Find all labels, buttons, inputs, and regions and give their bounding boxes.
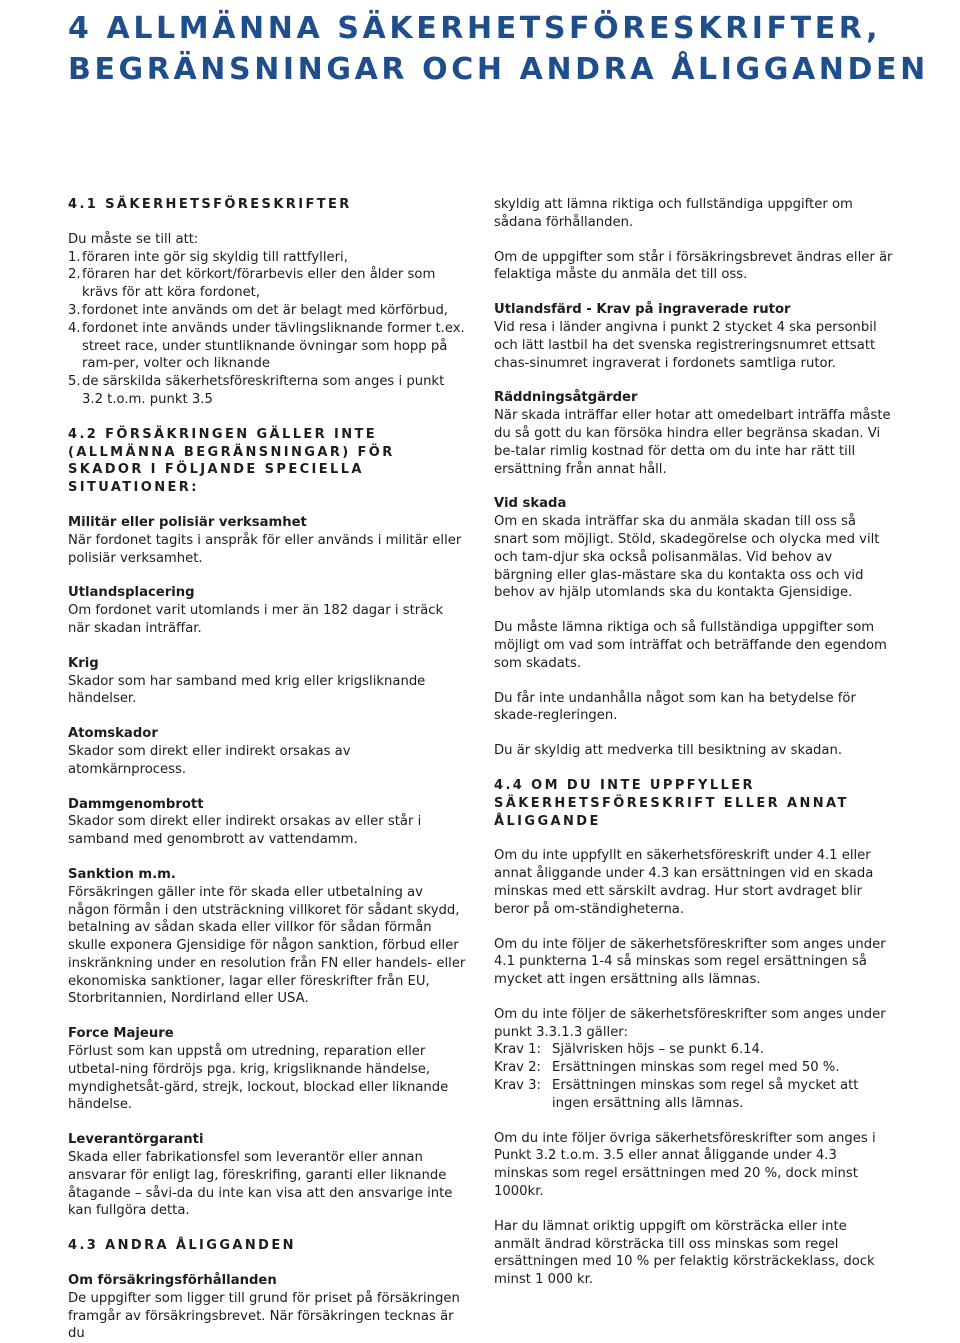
left-column (68, 196, 468, 1343)
consequence-paragraph: Om du inte följer de säkerhetsföreskrifter som anges under 4.1 punkterna 1-4 så minskas som regel ersättningen så mycket att ingen ersättning alls lämnas. (494, 936, 886, 988)
list-item: 3. fordonet inte används om det är belagt med körförbud, (68, 302, 449, 318)
page-title-line1: 4 ALLMÄNNA SÄKERHETSFÖRESKRIFTER, (68, 11, 882, 46)
exclusion-heading: Force Majeure (68, 1026, 174, 1042)
krav-list (494, 1041, 894, 1112)
obligation-text: De uppgifter som ligger till grund för priset på försäkringen framgår av försäkringsbrevet. När försäkringen tecknas är du (68, 1290, 460, 1342)
exclusion-heading: Militär eller polisiär verksamhet (68, 514, 307, 530)
exclusion-text: Skador som direkt eller indirekt orsakas av atomkärnprocess. (68, 743, 351, 777)
exclusion-block (68, 866, 468, 1008)
krav-row: Krav 1: Självrisken höjs – se punkt 6.14. (494, 1042, 765, 1058)
exclusion-text: Skador som har samband med krig eller krigsliknande händelser. (68, 673, 426, 707)
section-4-4-heading: 4.4 OM DU INTE UPPFYLLER SÄKERHETSFÖRESKRIFT ELLER ANNAT ÅLIGGANDE (494, 777, 849, 829)
obligation-text: När skada inträffar eller hotar att omedelbart inträffa måste du så gott du kan försöka hindra eller begränsa skadan. Vi be-talar rimlig kostnad för detta om du inte har rätt till ersättning från annat håll. (494, 408, 891, 477)
obligation-paragraph: Du är skyldig att medverka till besiktning av skadan. (494, 743, 843, 759)
obligation-heading: Vid skada (494, 496, 567, 512)
page-title-line2: BEGRÄNSNINGAR OCH ANDRA ÅLIGGANDEN (68, 52, 929, 87)
exclusion-heading: Sanktion m.m. (68, 866, 176, 882)
section-4-3-heading: 4.3 ANDRA ÅLIGGANDEN (68, 1238, 296, 1254)
exclusion-text: Skada eller fabrikationsfel som leverantör eller annan ansvarar för enligt lag, föreskrifing, garanti eller liknande åtagande – såvi-da du inte kan visa att den ansvarige inte kan fullgöra detta. (68, 1150, 453, 1219)
exclusion-text: Försäkringen gäller inte för skada eller utbetalning av någon förmån i den utsträckning villkoret för sådant skydd, betalning av sådan skada eller villkor för sådan förmån skulle exponera Gjensidige för någon sanktion, förbud eller inskränkning under en resolution från FN eller handels- eller ekonomiska sanktioner, lagar eller föreskrifter från EU, Storbritannien, Nordirland eller USA. (68, 884, 466, 1007)
exclusion-heading: Atomskador (68, 726, 158, 742)
list-item: 1. föraren inte gör sig skyldig till rattfylleri, (68, 249, 348, 265)
obligation-paragraph: Du måste lämna riktiga och så fullständiga uppgifter som möjligt om vad som inträffat och beträffande den egendom som skadats. (494, 620, 887, 671)
obligation-block (494, 495, 894, 602)
obligation-paragraph: Om de uppgifter som står i försäkringsbrevet ändras eller är felaktiga måste du anmäla det till oss. (494, 249, 893, 283)
consequence-paragraph: Om du inte följer de säkerhetsföreskrifter som anges under punkt 3.3.1.3 gäller: (494, 1006, 886, 1040)
consequence-paragraph: Om du inte följer övriga säkerhetsföreskrifter som anges i Punkt 3.2 t.o.m. 3.5 eller annat åliggande under 4.3 minskas som regel ersättningen med 20 %, dock minst 1000kr. (494, 1130, 876, 1200)
safety-rules-list (68, 249, 468, 409)
exclusion-text: När fordonet tagits i anspråk för eller används i militär eller polisiär verksamhet. (68, 532, 462, 566)
exclusion-block (68, 1025, 468, 1114)
obligation-text: Vid resa i länder angivna i punkt 2 stycket 4 ska personbil och lätt lastbil ha det svenska registreringsnumret ettsatt chas-sinumret ingraverat i fordonets samtliga rutor. (494, 319, 877, 371)
exclusion-block (68, 655, 468, 708)
list-item: 2. föraren har det körkort/förarbevis eller den ålder som krävs för att köra fordonet, (68, 267, 436, 301)
obligation-block (494, 389, 894, 478)
obligation-heading: Om försäkringsförhållanden (68, 1273, 277, 1289)
page-title (68, 8, 948, 90)
section-4-1-heading: 4.1 SÄKERHETSFÖRESKRIFTER (68, 197, 352, 212)
list-item: 5. de särskilda säkerhetsföreskrifterna som anges i punkt 3.2 t.o.m. punkt 3.5 (68, 374, 445, 407)
obligation-continued: skyldig att lämna riktiga och fullständiga uppgifter om sådana förhållanden. (494, 197, 853, 230)
obligation-text: Om en skada inträffar ska du anmäla skadan till oss så snart som möjligt. Stöld, skadegörelse och olycka med vilt och tam-djur ska också polisanmälas. Vid behov av bärgning eller glas-mästare ska du kontakta oss och vid behov av hjälp utomlands ska du kontakta Gjensidige. (494, 514, 880, 601)
exclusion-block (68, 514, 468, 567)
obligation-heading: Utlandsfärd - Krav på ingraverade rutor (494, 302, 791, 318)
obligation-heading: Räddningsåtgärder (494, 390, 638, 406)
exclusion-text: Om fordonet varit utomlands i mer än 182 dagar i sträck när skadan inträffar. (68, 603, 444, 636)
exclusion-heading: Leverantörgaranti (68, 1132, 204, 1148)
exclusion-block (68, 584, 468, 637)
obligation-block (68, 1272, 468, 1343)
exclusion-block (68, 725, 468, 778)
obligation-block (494, 301, 894, 372)
section-4-1-intro: Du måste se till att: (68, 231, 199, 247)
krav-row: Krav 3: Ersättningen minskas som regel så mycket att ingen ersättning alls lämnas. (494, 1078, 859, 1111)
exclusion-block (68, 1131, 468, 1220)
exclusion-heading: Krig (68, 655, 99, 671)
consequence-paragraph: Har du lämnat oriktig uppgift om körsträcka eller inte anmält ändrad körsträcka till oss minskas som regel ersättningen med 10 % per felaktig körsträckeklass, dock minst 1 000 kr. (494, 1218, 875, 1288)
exclusion-heading: Dammgenombrott (68, 796, 204, 812)
exclusion-block (68, 796, 468, 849)
obligation-paragraph: Du får inte undanhålla något som kan ha betydelse för skade-regleringen. (494, 690, 856, 724)
consequence-paragraph: Om du inte uppfyllt en säkerhetsföreskrift under 4.1 eller annat åliggande under 4.3 kan ersättningen vid en skada minskas med ett särskilt avdrag. Hur stort avdraget blir beror på om-ständigheterna. (494, 848, 874, 917)
section-4-2-heading: 4.2 FÖRSÄKRINGEN GÄLLER INTE (ALLMÄNNA BEGRÄNSNINGAR) FÖR SKADOR I FÖLJANDE SPECIELLA SITUATIONER: (68, 426, 395, 496)
krav-row: Krav 2: Ersättningen minskas som regel med 50 %. (494, 1060, 840, 1076)
exclusion-text: Förlust som kan uppstå om utredning, reparation eller utbetal-ning fördröjs pga. krig, krigsliknande händelse, myndighetsåt-gärd, strejk, lockout, blockad eller liknande händelse. (68, 1044, 449, 1113)
exclusion-heading: Utlandsplacering (68, 585, 195, 601)
list-item: 4. fordonet inte används under tävlingsliknande former t.ex. street race, under stuntliknande övningar som hopp på ram-per, volter och liknande (68, 320, 465, 372)
right-column (494, 196, 894, 1289)
exclusion-text: Skador som direkt eller indirekt orsakas av eller står i samband med genombrott av vattendamm. (68, 814, 422, 848)
